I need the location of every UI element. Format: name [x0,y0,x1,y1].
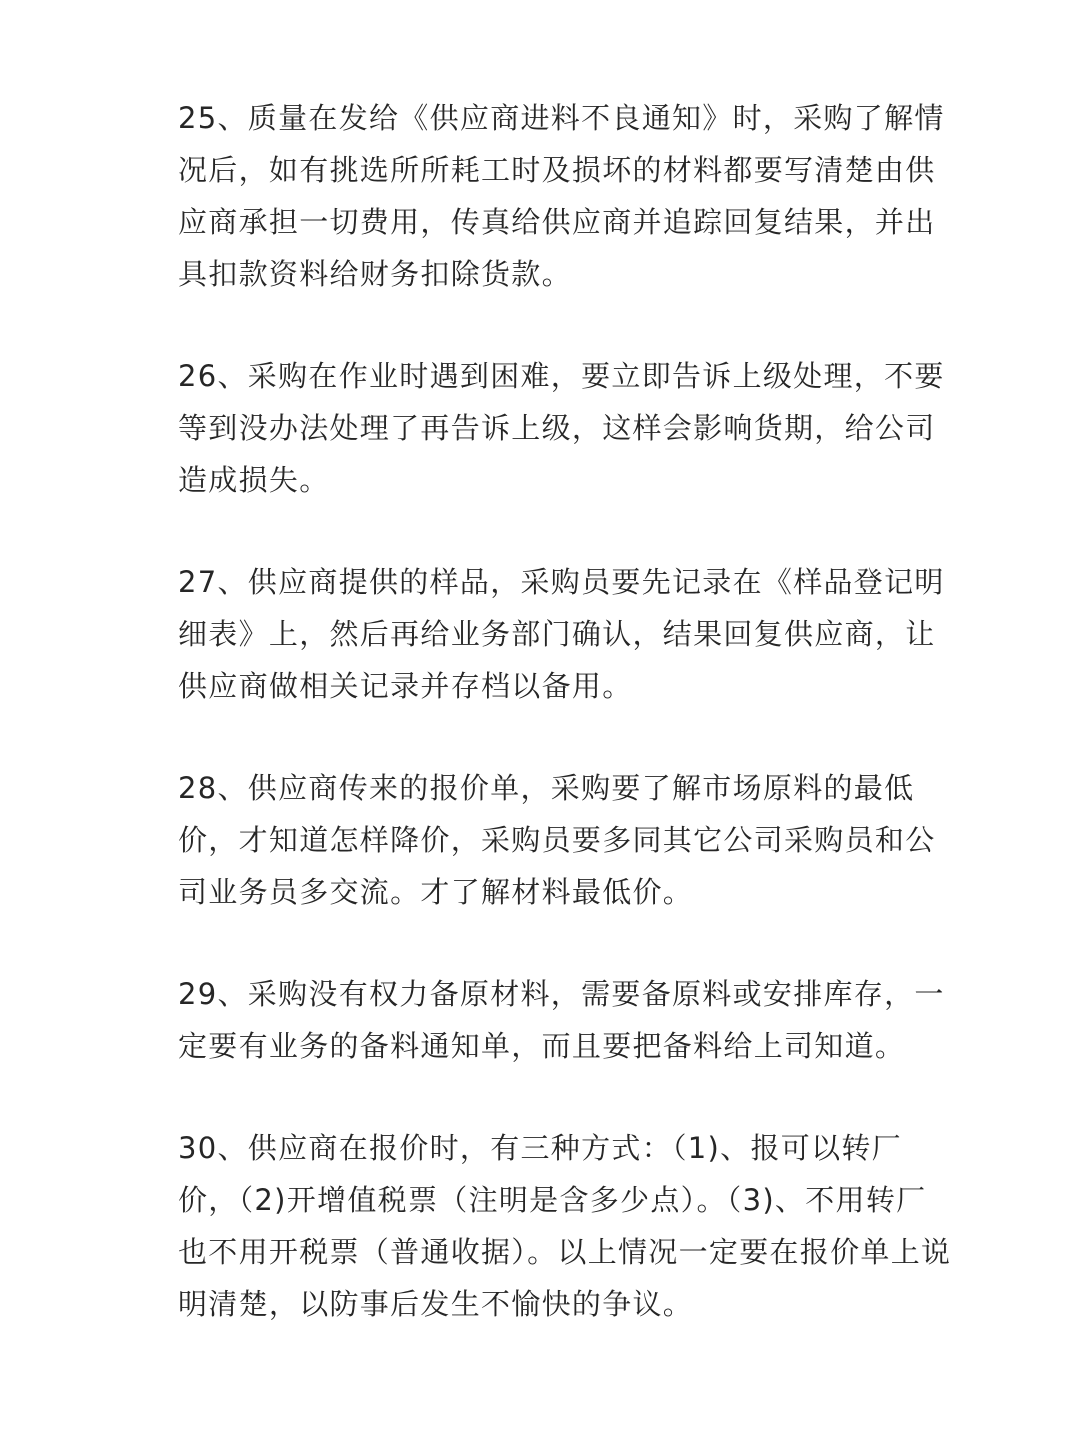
text-line: 也不用开税票（普通收据）。以上情况一定要在报价单上说 [178,1235,952,1269]
text-line: 26、采购在作业时遇到困难，要立即告诉上级处理，不要 [178,359,945,393]
paragraph-item-27 [178,556,945,712]
text-line: 29、采购没有权力备原材料，需要备原料或安排库存，一 [178,977,945,1011]
text-line: 司业务员多交流。才了解材料最低价。 [178,875,694,909]
text-line: 价，才知道怎样降价，采购员要多同其它公司采购员和公 [178,823,936,857]
text-line: 定要有业务的备料通知单，而且要把备料给上司知道。 [178,1029,906,1063]
text-line: 等到没办法处理了再告诉上级，这样会影响货期，给公司 [178,411,936,445]
text-line: 况后，如有挑选所所耗工时及损坏的材料都要写清楚由供 [178,153,936,187]
text-line: 应商承担一切费用，传真给供应商并追踪回复结果，并出 [178,205,936,239]
text-line: 28、供应商传来的报价单，采购要了解市场原料的最低 [178,771,915,805]
paragraph-item-26 [178,350,945,506]
text-line: 价，（2)开增值税票（注明是含多少点）。（3)、不用转厂 [178,1183,927,1217]
paragraph-item-28 [178,762,936,918]
text-line: 供应商做相关记录并存档以备用。 [178,669,633,703]
text-line: 具扣款资料给财务扣除货款。 [178,257,572,291]
paragraph-item-30 [178,1122,952,1330]
text-line: 明清楚，以防事后发生不愉快的争议。 [178,1287,694,1321]
text-line: 25、质量在发给《供应商进料不良通知》时，采购了解情 [178,101,945,135]
paragraph-item-29 [178,968,945,1072]
paragraph-item-25 [178,92,945,300]
text-line: 27、供应商提供的样品，采购员要先记录在《样品登记明 [178,565,945,599]
text-line: 造成损失。 [178,463,330,497]
text-line: 30、供应商在报价时，有三种方式：（1)、报可以转厂 [178,1131,902,1165]
text-line: 细表》上，然后再给业务部门确认，结果回复供应商，让 [178,617,936,651]
